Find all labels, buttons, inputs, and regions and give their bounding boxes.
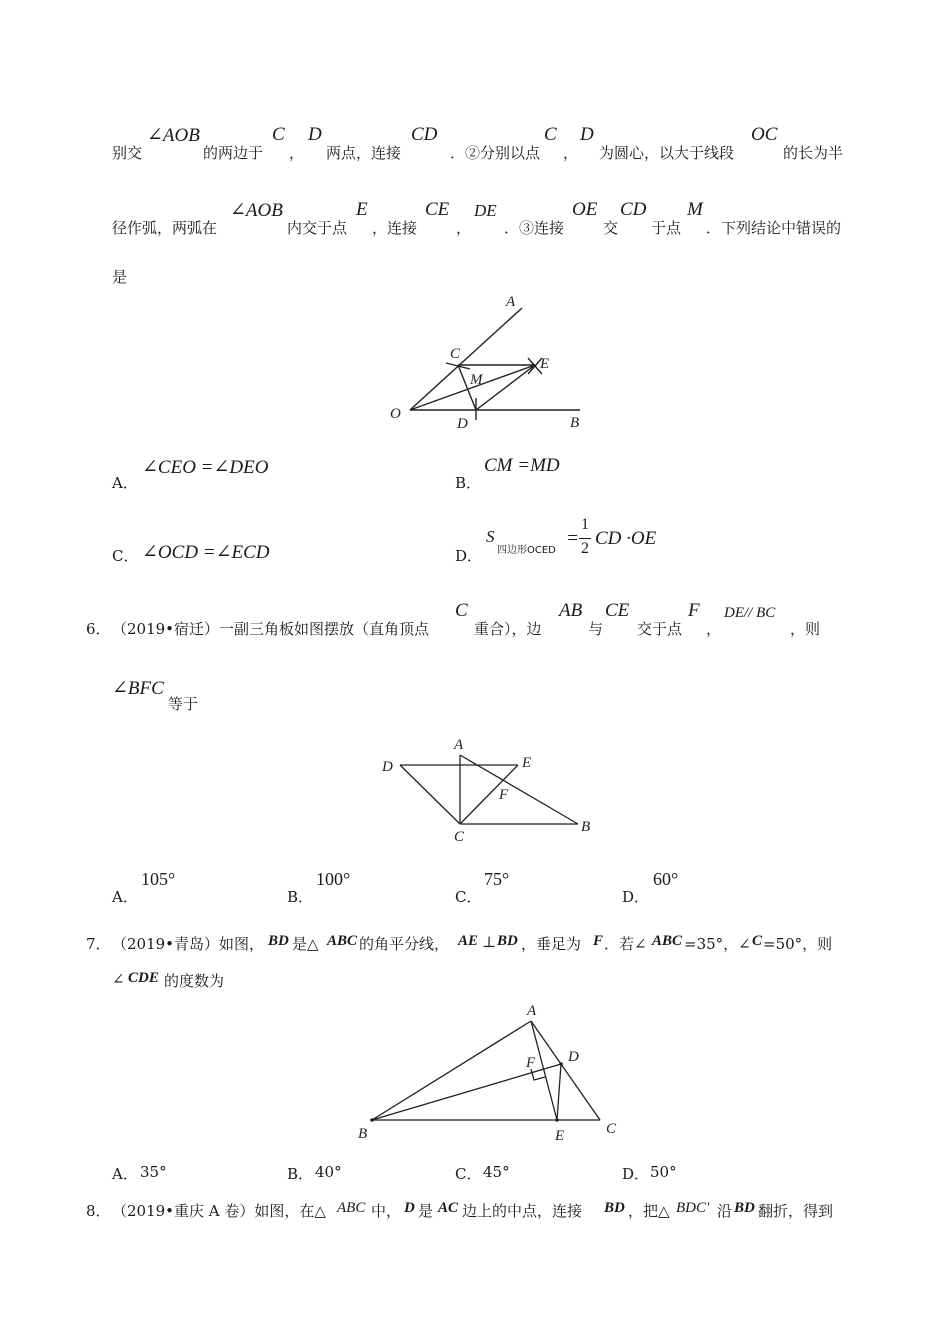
q6-fig-label-d: D bbox=[382, 759, 393, 775]
q5-option-d-eq: = bbox=[566, 528, 579, 549]
q8-number: 8． bbox=[86, 1202, 111, 1220]
q5-l2-m3: CE bbox=[425, 199, 450, 220]
q6-t4: 交于点 bbox=[637, 620, 683, 638]
q7-option-a: 35° bbox=[140, 1163, 167, 1181]
q5-l2-t2: 内交于点 bbox=[287, 219, 348, 237]
q5-l1-t2: 的两边于 bbox=[203, 144, 264, 162]
q6-m1: C bbox=[455, 600, 468, 621]
q5-l1-m5: C bbox=[544, 124, 557, 145]
q7-fig-label-f: F bbox=[526, 1055, 536, 1071]
q7-option-d: 50° bbox=[650, 1163, 677, 1181]
q7-line2-m: CDE bbox=[128, 970, 159, 986]
q7-t8: =50°，则 bbox=[763, 935, 833, 953]
q6-figure bbox=[378, 733, 598, 848]
q6-t5: ， bbox=[706, 620, 722, 638]
q5-l1-m7: OC bbox=[751, 124, 778, 145]
q7-t3: 的角平分线， bbox=[359, 935, 450, 953]
q5-option-d-den: 2 bbox=[581, 540, 589, 557]
q6-option-c: 75° bbox=[484, 869, 510, 889]
q5-figure bbox=[380, 288, 600, 433]
q7-fig-label-e: E bbox=[555, 1128, 565, 1144]
q7-t5: ，垂足为 bbox=[521, 935, 582, 953]
q5-option-d-sub: 四边形OCED bbox=[497, 545, 556, 556]
q6-t6: ，则 bbox=[790, 620, 821, 638]
q7-point-b bbox=[370, 1118, 374, 1122]
q6-t7: 等于 bbox=[168, 695, 199, 713]
q5-option-a-label: A． bbox=[112, 474, 138, 492]
q5-l2-t8: ．下列结论中错误的 bbox=[706, 219, 842, 237]
q8-t2: 中， bbox=[371, 1202, 402, 1220]
q8-m2: D bbox=[404, 1200, 415, 1216]
q6-seg-ec bbox=[460, 765, 518, 824]
q6-option-d-label: D． bbox=[622, 888, 650, 906]
q5-l1-t7: 为圆心，以大于线段 bbox=[599, 144, 735, 162]
q7-line2-t: 的度数为 bbox=[164, 972, 225, 990]
q5-fig-label-o: O bbox=[390, 406, 401, 422]
q5-fig-label-d: D bbox=[457, 416, 468, 432]
q6-option-b: 100° bbox=[316, 869, 351, 889]
q5-l2-t4: ， bbox=[456, 219, 472, 237]
q5-ray-oa bbox=[410, 308, 522, 410]
q6-option-b-label: B． bbox=[287, 888, 314, 906]
q5-l1-m2: C bbox=[272, 124, 285, 145]
q7-number: 7． bbox=[86, 935, 111, 953]
q5-fig-label-e: E bbox=[540, 356, 550, 372]
q7-line2-sym: ∠ bbox=[112, 970, 125, 988]
q5-l1-m4: CD bbox=[411, 124, 438, 145]
q6-fig-label-c: C bbox=[454, 829, 465, 845]
q6-seg-ab bbox=[460, 755, 578, 824]
q7-t7: =35°，∠ bbox=[684, 935, 751, 953]
q7-t1: （2019•青岛）如图， bbox=[112, 935, 265, 953]
q5-option-b: CM =MD bbox=[484, 455, 560, 476]
q8-t5: ，把△ bbox=[628, 1202, 670, 1220]
q5-l1-t4: 两点，连接 bbox=[326, 144, 402, 162]
q7-t6: ．若∠ bbox=[604, 935, 647, 953]
q5-seg-de bbox=[476, 365, 535, 410]
q5-fig-label-c: C bbox=[450, 346, 461, 362]
q7-option-b-label: B． bbox=[287, 1165, 314, 1183]
q5-l1-t5: ．②分别以点 bbox=[450, 144, 541, 162]
q5-option-c-label: C． bbox=[112, 547, 139, 565]
q6-option-d: 60° bbox=[653, 869, 679, 889]
q7-fig-label-c: C bbox=[606, 1121, 617, 1137]
q7-t4: ⊥ bbox=[482, 933, 497, 951]
q7-option-c-label: C． bbox=[455, 1165, 482, 1183]
q7-m4: BD bbox=[497, 933, 518, 949]
q6-fig-label-e: E bbox=[522, 755, 532, 771]
q6-seg-dc bbox=[400, 765, 460, 824]
q5-line3: 是 bbox=[112, 268, 128, 286]
q5-l2-m7: M bbox=[687, 199, 703, 220]
q5-l1-m1: ∠AOB bbox=[147, 125, 200, 146]
q5-option-b-label: B． bbox=[455, 474, 482, 492]
q7-option-c: 45° bbox=[483, 1163, 510, 1181]
q6-m2: AB bbox=[559, 600, 583, 621]
q5-option-d-fraction-bar bbox=[579, 538, 591, 539]
q7-fig-label-a: A bbox=[527, 1003, 537, 1019]
q5-l2-t7: 于点 bbox=[651, 219, 682, 237]
q5-option-d-rest: CD ·OE bbox=[595, 528, 657, 549]
q8-m1: ABC bbox=[337, 1200, 366, 1216]
q8-t1: （2019•重庆 A 卷）如图，在△ bbox=[112, 1202, 326, 1220]
q7-m1: BD bbox=[268, 933, 289, 949]
q6-option-c-label: C． bbox=[455, 888, 482, 906]
q8-m6: BD bbox=[734, 1200, 755, 1216]
q8-t7: 翻折，得到 bbox=[758, 1202, 834, 1220]
q5-option-c: ∠OCD =∠ECD bbox=[142, 542, 270, 563]
q5-l2-t3: ，连接 bbox=[372, 219, 418, 237]
q5-l2-m5: OE bbox=[572, 199, 598, 220]
q5-option-d-label: D． bbox=[455, 547, 483, 565]
q5-arc-mark-c bbox=[446, 363, 470, 369]
q6-m3: CE bbox=[605, 600, 630, 621]
q7-m5: F bbox=[593, 933, 604, 949]
q7-seg-de bbox=[557, 1064, 561, 1120]
q7-m3: AE bbox=[458, 933, 479, 949]
q5-fig-label-a: A bbox=[506, 294, 516, 310]
q5-l2-m4: DE bbox=[474, 201, 497, 220]
q7-option-a-label: A． bbox=[112, 1165, 138, 1183]
q5-l2-m2: E bbox=[356, 199, 368, 220]
q7-m7: C bbox=[752, 933, 763, 949]
q5-option-d-s: S bbox=[486, 527, 495, 546]
q7-m6: ABC bbox=[652, 933, 683, 949]
q7-point-e bbox=[555, 1118, 559, 1122]
q5-option-a: ∠CEO =∠DEO bbox=[142, 457, 269, 478]
q6-m4: F bbox=[688, 600, 700, 621]
q5-l2-t6: 交 bbox=[603, 219, 619, 237]
q7-m2: ABC bbox=[327, 933, 358, 949]
q6-t2: 重合），边 bbox=[474, 620, 542, 638]
q8-m3: AC bbox=[438, 1200, 459, 1216]
q6-fig-label-a: A bbox=[454, 737, 464, 753]
q6-t1: （2019•宿迁）一副三角板如图摆放（直角顶点 bbox=[112, 620, 430, 638]
q7-option-d-label: D． bbox=[622, 1165, 650, 1183]
q6-option-a-label: A． bbox=[112, 888, 138, 906]
q6-option-a: 105° bbox=[141, 869, 176, 889]
q6-fig-label-f: F bbox=[499, 787, 509, 803]
q5-l1-m3: D bbox=[308, 124, 322, 145]
q8-t3: 是 bbox=[418, 1202, 434, 1220]
q5-l2-t1: 径作弧，两弧在 bbox=[112, 219, 218, 237]
q5-l1-t1: 别交 bbox=[112, 144, 143, 162]
q7-seg-ba bbox=[372, 1021, 531, 1120]
q6-t3: 与 bbox=[588, 620, 604, 638]
q6-m6: ∠BFC bbox=[112, 678, 164, 699]
q6-m5: DE// BC bbox=[724, 605, 776, 621]
q5-l1-t6: ， bbox=[563, 144, 579, 162]
q5-l2-m6: CD bbox=[620, 199, 647, 220]
q7-fig-label-b: B bbox=[358, 1126, 368, 1142]
q5-l1-m6: D bbox=[580, 124, 594, 145]
q5-fig-label-b: B bbox=[570, 415, 580, 431]
q6-number: 6． bbox=[86, 620, 111, 638]
q7-figure bbox=[350, 995, 630, 1145]
q7-point-d bbox=[559, 1062, 563, 1066]
q5-option-d-num: 1 bbox=[581, 516, 589, 533]
q5-l1-t8: 的长为半 bbox=[783, 144, 844, 162]
q8-t6: 沿 bbox=[717, 1202, 733, 1220]
q5-l1-t3: ， bbox=[289, 144, 305, 162]
q5-l2-m1: ∠AOB bbox=[230, 200, 283, 221]
q7-option-b: 40° bbox=[315, 1163, 342, 1181]
q7-fig-label-d: D bbox=[568, 1049, 579, 1065]
q6-fig-label-b: B bbox=[581, 819, 591, 835]
q7-t2: 是△ bbox=[292, 935, 319, 953]
q8-m5: BDC' bbox=[676, 1200, 710, 1216]
q8-m4: BD bbox=[604, 1200, 625, 1216]
q5-fig-label-m: M bbox=[470, 372, 483, 388]
q8-t4: 边上的中点，连接 bbox=[462, 1202, 583, 1220]
q7-seg-bd bbox=[372, 1064, 561, 1120]
q5-l2-t5: ．③连接 bbox=[504, 219, 565, 237]
